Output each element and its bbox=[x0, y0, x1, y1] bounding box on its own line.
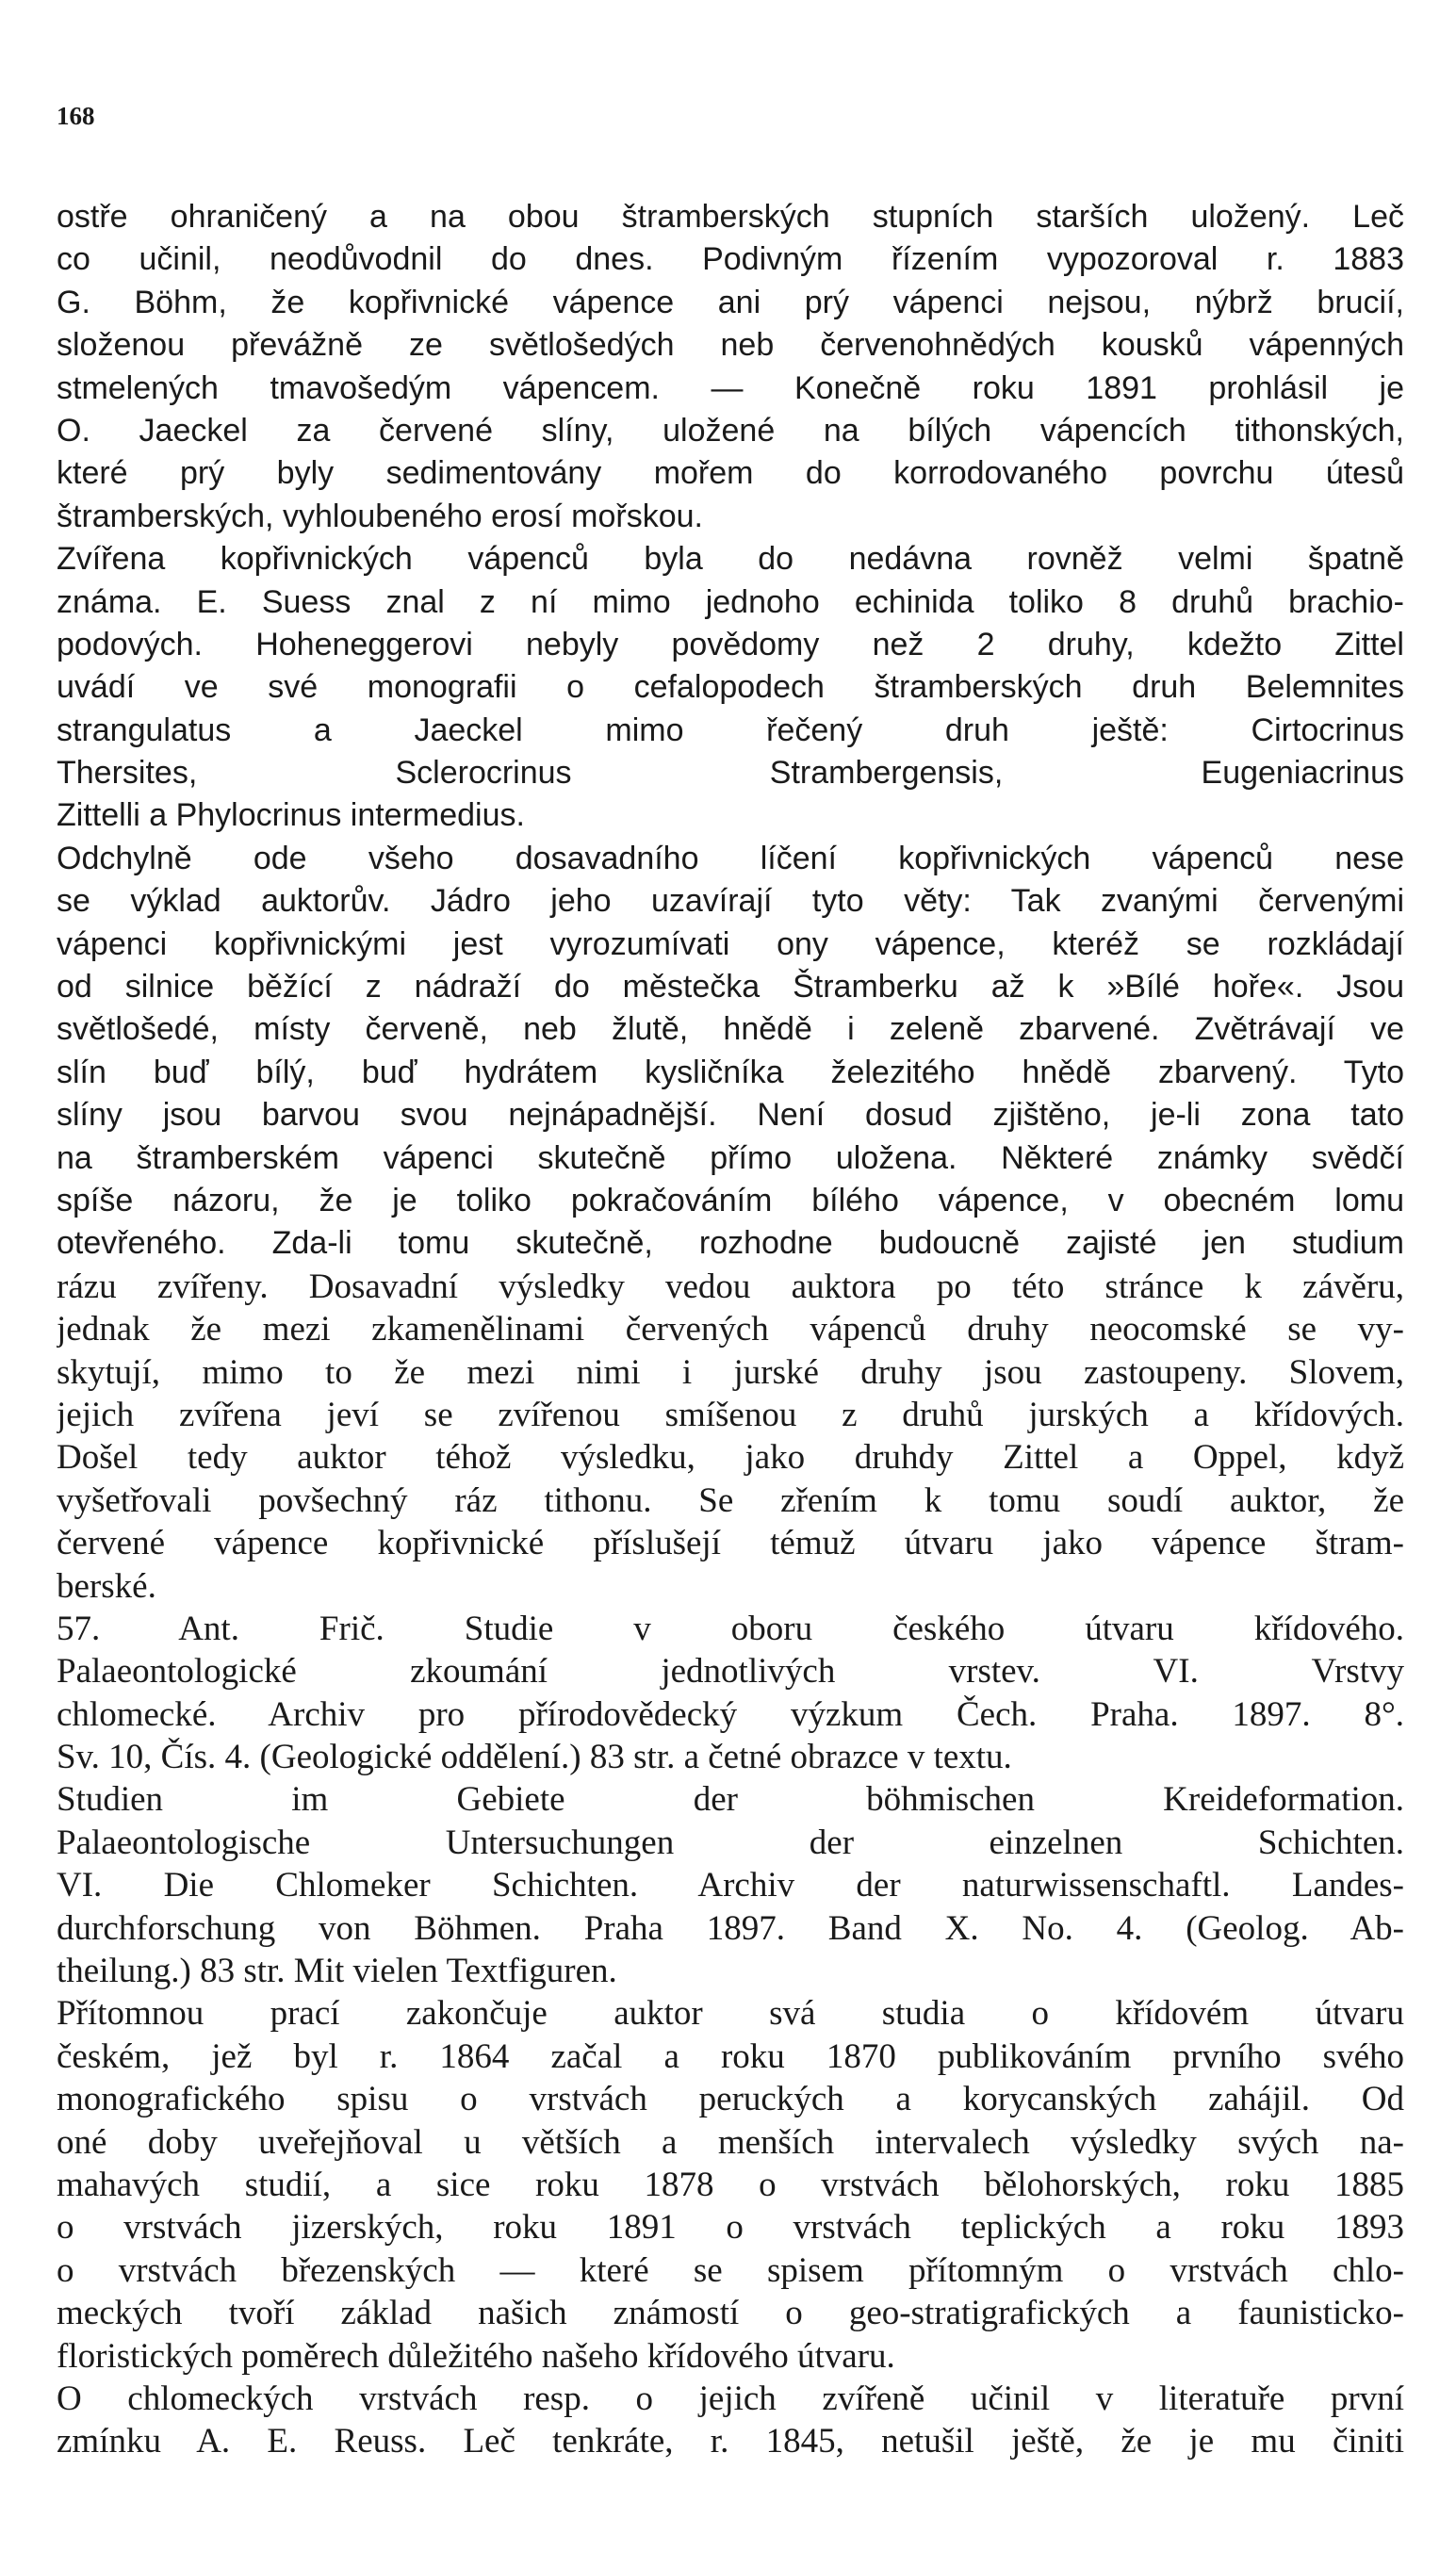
text-line: durchforschung von Böhmen. Praha 1897. Band X. No. 4. (Geolog. Ab- bbox=[57, 1908, 1404, 1948]
text-line: uvádí ve své monografii o cefalopodech štramberských druh Belemnites bbox=[57, 669, 1404, 706]
text-line: českém, jež byl r. 1864 začal a roku 1870 publikováním prvního svého bbox=[57, 2036, 1404, 2076]
text-line: G. Böhm, že kopřivnické vápence ani prý vápenci nejsou, nýbrž brucií, bbox=[57, 284, 1404, 320]
text-line: vápenci kopřivnickými jest vyrozumívati ony vápence, kteréž se rozkládají bbox=[57, 925, 1404, 962]
text-line: jednak že mezi zkamenělinami červených vápenců druhy neocomské se vy- bbox=[57, 1310, 1404, 1349]
text-line: světlošedé, místy červeně, neb žlutě, hnědě i zeleně zbarvené. Zvětrávají ve bbox=[57, 1011, 1404, 1048]
text-line: slíny jsou barvou svou nejnápadnější. Není dosud zjištěno, je-li zona tato bbox=[57, 1097, 1404, 1134]
text-line: 57. Ant. Frič. Studie v oboru českého útvaru křídového. bbox=[57, 1609, 1404, 1648]
text-line: o vrstvách jizerských, roku 1891 o vrstvách teplických a roku 1893 bbox=[57, 2208, 1404, 2248]
text-line: na štramberském vápenci skutečně přímo uložena. Některé známky svědčí bbox=[57, 1139, 1404, 1176]
text-line: Thersites, Sclerocrinus Strambergensis, Eugeniacrinus bbox=[57, 755, 1404, 792]
text-line: Sv. 10, Čís. 4. (Geologické oddělení.) 83 str. a četné obrazce v textu. bbox=[57, 1738, 1012, 1777]
text-line: meckých tvoří základ našich známostí o geo-stratigrafických a faunisticko- bbox=[57, 2294, 1404, 2333]
text-line: o vrstvách březenských — které se spisem přítomným o vrstvách chlo- bbox=[57, 2250, 1404, 2290]
text-line: které prý byly sedimentovány mořem do korrodovaného povrchu útesů bbox=[57, 455, 1404, 492]
text-line: slín buď bílý, buď hydrátem kysličníka železitého hnědě zbarvený. Tyto bbox=[57, 1054, 1404, 1090]
text-line: spíše názoru, že je toliko pokračováním bílého vápence, v obecném lomu bbox=[57, 1182, 1404, 1218]
text-line: O chlomeckých vrstvách resp. o jejich zvířeně učinil v literatuře první bbox=[57, 2379, 1404, 2418]
text-line: skytují, mimo to že mezi nimi i jurské druhy jsou zastoupeny. Slovem, bbox=[57, 1352, 1404, 1392]
text-line: VI. Die Chlomeker Schichten. Archiv der naturwissenschaftl. Landes- bbox=[57, 1866, 1404, 1905]
text-line: zmínku A. E. Reuss. Leč tenkráte, r. 1845, netušil ještě, že je mu činiti bbox=[57, 2422, 1404, 2461]
text-line: stmelených tmavošedým vápencem. — Konečně roku 1891 prohlásil je bbox=[57, 369, 1404, 406]
text-line: Palaeontologische Untersuchungen der einzelnen Schichten. bbox=[57, 1823, 1404, 1862]
page-number: 168 bbox=[57, 102, 95, 130]
text-line: mahavých studií, a sice roku 1878 o vrstvách bělohorských, roku 1885 bbox=[57, 2165, 1404, 2204]
text-line: Zittelli a Phylocrinus intermedius. bbox=[57, 797, 525, 834]
text-line: štramberských, vyhloubeného erosí mořskou. bbox=[57, 498, 703, 534]
text-line: Přítomnou prací zakončuje auktor svá studia o křídovém útvaru bbox=[57, 1994, 1404, 2034]
body-text bbox=[57, 196, 1404, 2463]
text-line: strangulatus a Jaeckel mimo řečený druh ještě: Cirtocrinus bbox=[57, 711, 1404, 748]
text-line: Odchylně ode všeho dosavadního líčení kopřivnických vápenců nese bbox=[57, 840, 1404, 876]
text-line: od silnice běžící z nádraží do městečka Štramberku až k »Bílé hoře«. Jsou bbox=[57, 969, 1404, 1006]
text-line: berské. bbox=[57, 1566, 156, 1606]
text-line: oné doby uveřejňoval u větších a menších intervalech výsledky svých na- bbox=[57, 2122, 1404, 2162]
text-line: podových. Hoheneggerovi nebyly povědomy než 2 druhy, kdežto Zittel bbox=[57, 626, 1404, 662]
text-line: Palaeontologické zkoumání jednotlivých vrstev. VI. Vrstvy bbox=[57, 1652, 1404, 1692]
text-line: Studien im Gebiete der böhmischen Kreideformation. bbox=[57, 1780, 1404, 1820]
text-line: otevřeného. Zda-li tomu skutečně, rozhodne budoucně zajisté jen studium bbox=[57, 1225, 1404, 1262]
text-line: rázu zvířeny. Dosavadní výsledky vedou auktora po této stránce k závěru, bbox=[57, 1267, 1404, 1306]
text-line: známa. E. Suess znal z ní mimo jednoho echinida toliko 8 druhů brachio- bbox=[57, 583, 1404, 620]
text-line: O. Jaeckel za červené slíny, uložené na bílých vápencích tithonských, bbox=[57, 412, 1404, 449]
text-line: vyšetřovali povšechný ráz tithonu. Se zřením k tomu soudí auktor, že bbox=[57, 1480, 1404, 1520]
text-line: monografického spisu o vrstvách peruckých a korycanských zahájil. Od bbox=[57, 2080, 1404, 2119]
text-line: se výklad auktorův. Jádro jeho uzavírají tyto věty: Tak zvanými červenými bbox=[57, 883, 1404, 920]
text-line: ostře ohraničený a na obou štramberských stupních starších uložený. Leč bbox=[57, 199, 1404, 235]
text-line: červené vápence kopřivnické příslušejí témuž útvaru jako vápence štram- bbox=[57, 1524, 1404, 1563]
text-line: Došel tedy auktor téhož výsledku, jako druhdy Zittel a Oppel, když bbox=[57, 1438, 1404, 1478]
text-line: co učinil, neodůvodnil do dnes. Podivným řízením vypozoroval r. 1883 bbox=[57, 241, 1404, 278]
text-line: theilung.) 83 str. Mit vielen Textfiguren. bbox=[57, 1952, 617, 1991]
text-line: jejich zvířena jeví se zvířenou smíšenou z druhů jurských a křídových. bbox=[57, 1395, 1404, 1434]
text-line: floristických poměrech důležitého našeho křídového útvaru. bbox=[57, 2336, 895, 2376]
text-line: chlomecké. Archiv pro přírodovědecký výzkum Čech. Praha. 1897. 8°. bbox=[57, 1694, 1404, 1734]
text-line: Zvířena kopřivnických vápenců byla do nedávna rovněž velmi špatně bbox=[57, 541, 1404, 578]
text-line: složenou převážně ze světlošedých neb červenohnědých kousků vápenných bbox=[57, 327, 1404, 364]
